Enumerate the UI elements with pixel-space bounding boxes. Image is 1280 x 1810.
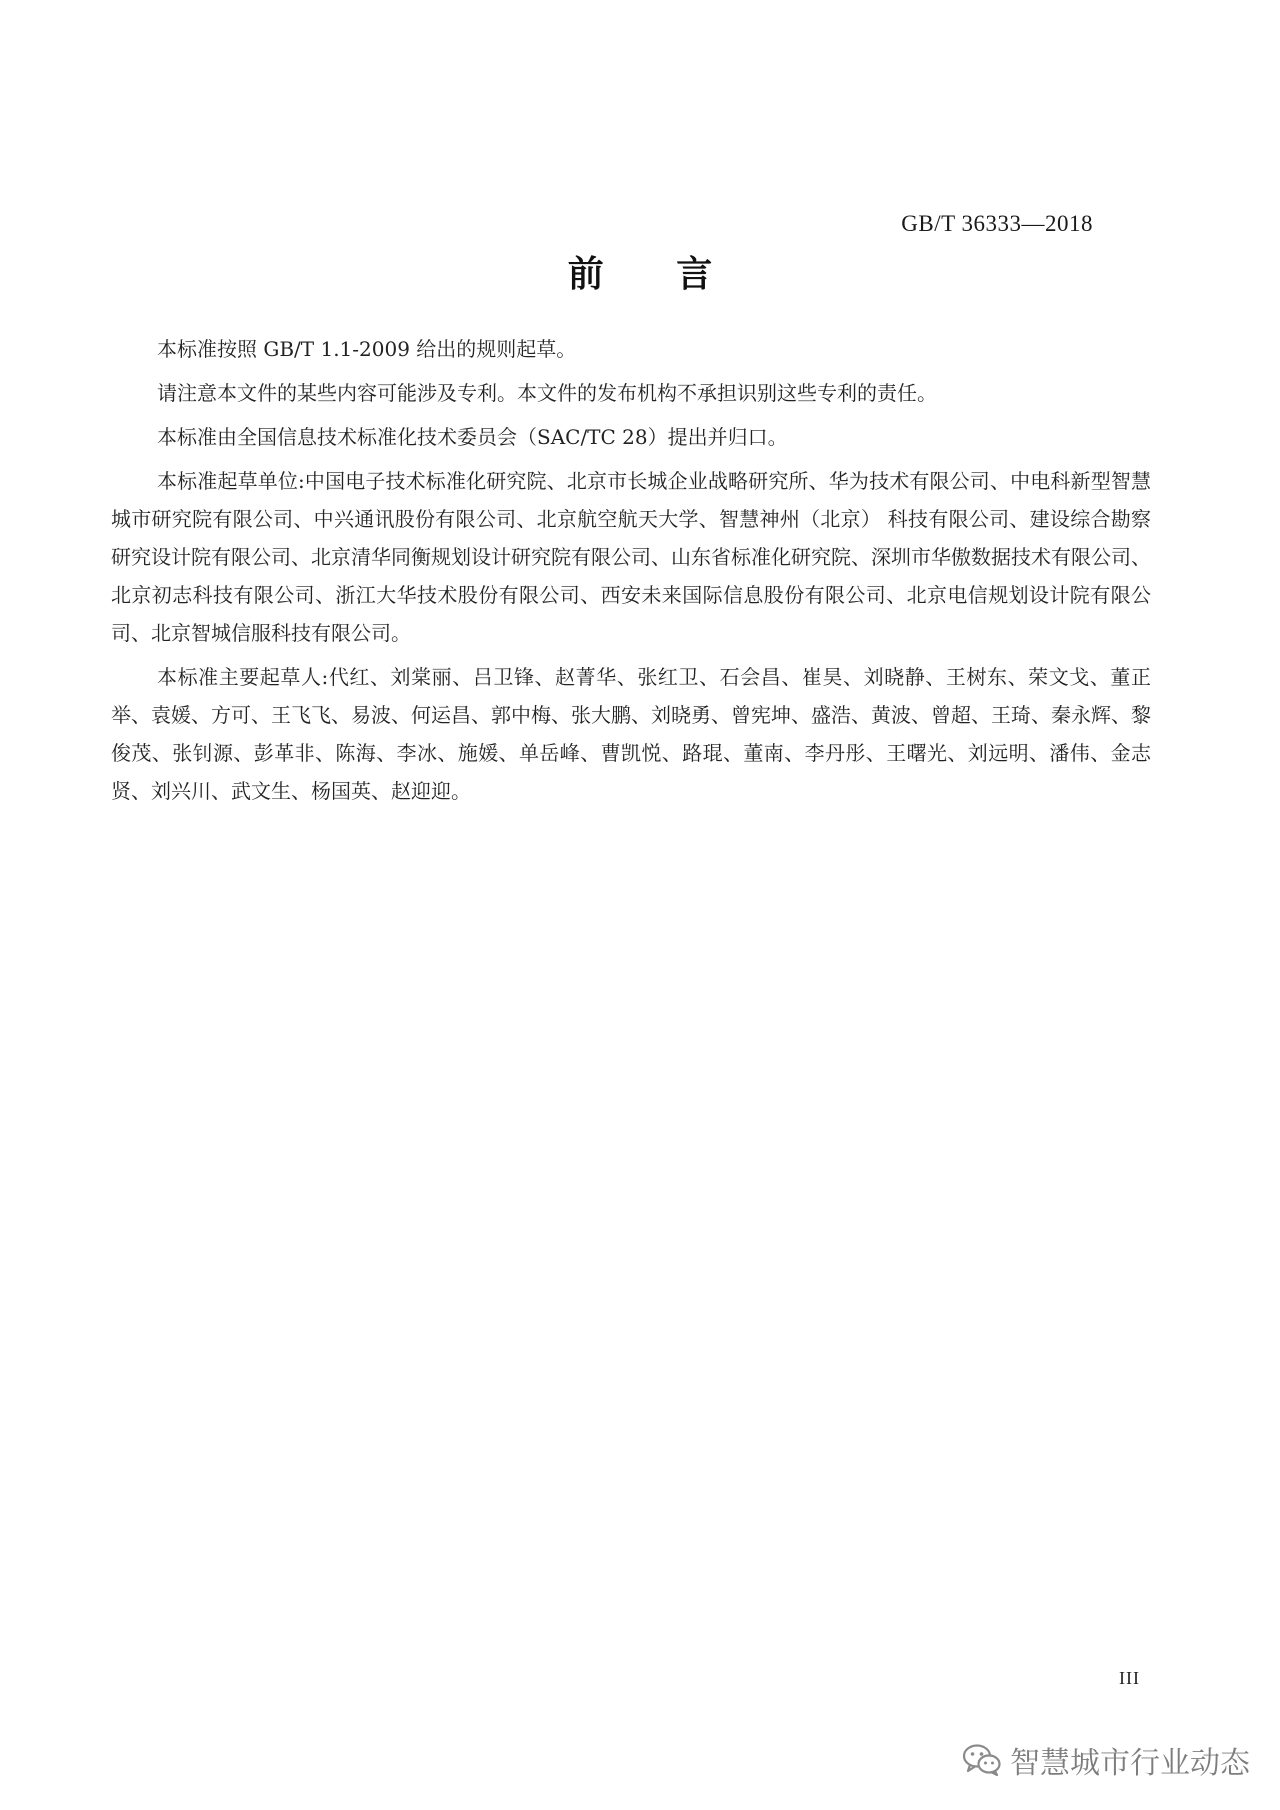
- standard-code: GB/T 36333—2018: [901, 211, 1093, 236]
- document-body: [111, 330, 1151, 816]
- page-number: III: [1119, 1668, 1140, 1688]
- page-title: 前 言: [567, 254, 743, 295]
- paragraph-patent-notice: 请注意本文件的某些内容可能涉及专利。本文件的发布机构不承担识别这些专利的责任。: [157, 381, 937, 405]
- wechat-icon: [962, 1743, 1002, 1777]
- paragraph-drafting-rules: 本标准按照 GB/T 1.1-2009 给出的规则起草。: [157, 337, 577, 361]
- watermark: [962, 1738, 1250, 1782]
- paragraph-proposer: 本标准由全国信息技术标准化技术委员会（SAC/TC 28）提出并归口。: [157, 425, 788, 449]
- paragraph-drafters: 本标准主要起草人:代红、刘棠丽、吕卫锋、赵菁华、张红卫、石会昌、崔昊、刘晓静、王树东、荣文戈、董正举、袁媛、方可、王飞飞、易波、何运昌、郭中梅、张大鹏、刘晓勇、曾宪坤、盛浩、黄波、曾超、王琦、秦永辉、黎俊茂、张钊源、彭革非、陈海、李冰、施媛、单岳峰、曹凯悦、路琨、董南、李丹彤、王曙光、刘远明、潘伟、金志贤、刘兴川、武文生、杨国英、赵迎迎。: [111, 665, 1151, 803]
- watermark-text: 智慧城市行业动态: [1010, 1746, 1250, 1781]
- paragraph-drafting-units: 本标准起草单位:中国电子技术标准化研究院、北京市长城企业战略研究所、华为技术有限公司、中电科新型智慧城市研究院有限公司、中兴通讯股份有限公司、北京航空航天大学、智慧神州（北京） 科技有限公司、建设综合勘察研究设计院有限公司、北京清华同衡规划设计研究院有限公司、山东省标准化研究院、深圳市华傲数据技术有限公司、北京初志科技有限公司、浙江大华技术股份有限公司、西安未来国际信息股份有限公司、北京电信规划设计院有限公司、北京智城信服科技有限公司。: [111, 469, 1151, 645]
